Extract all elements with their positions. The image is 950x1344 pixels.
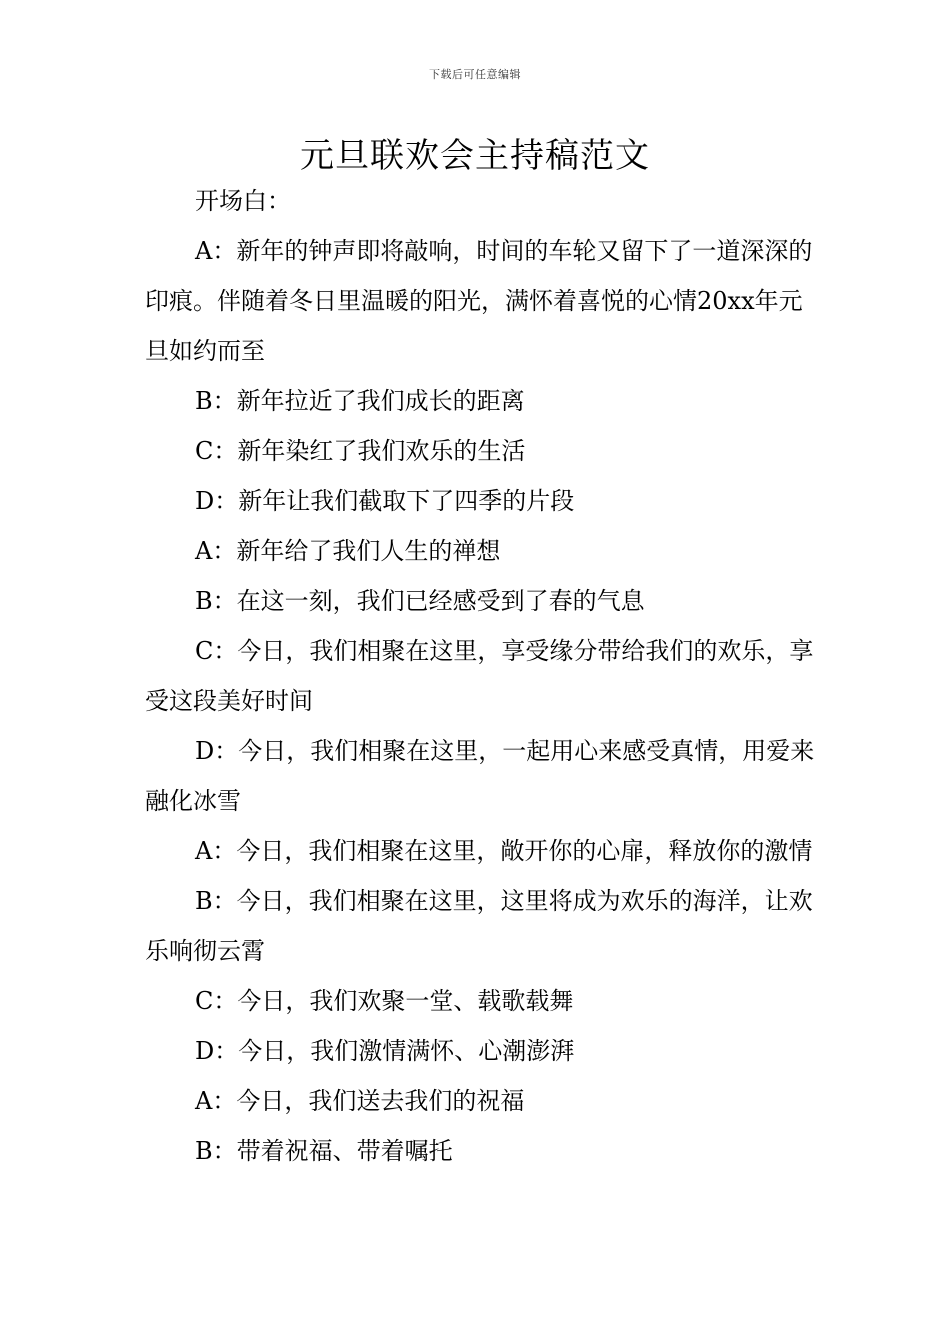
paragraph-opening: 开场白： bbox=[195, 187, 291, 215]
paragraph-c-1: C：新年染红了我们欢乐的生活 bbox=[195, 437, 526, 465]
paragraph-b-4: B：带着祝福、带着嘱托 bbox=[195, 1137, 453, 1165]
paragraph-d-1: D：新年让我们截取下了四季的片段 bbox=[195, 487, 575, 515]
paragraph-b-1: B：新年拉近了我们成长的距离 bbox=[195, 387, 525, 415]
paragraph-a-1: A：新年的钟声即将敲响，时间的车轮又留下了一道深深的印痕。伴随着冬日里温暖的阳光，满怀着喜悦的心情20xx年元旦如约而至 bbox=[145, 237, 813, 365]
paragraph-b-2: B：在这一刻，我们已经感受到了春的气息 bbox=[195, 587, 645, 615]
paragraph-a-4: A：今日，我们送去我们的祝福 bbox=[195, 1087, 525, 1115]
paragraph-d-3: D：今日，我们激情满怀、心潮澎湃 bbox=[195, 1037, 575, 1065]
header-note: 下载后可任意编辑 bbox=[429, 68, 521, 81]
paragraph-d-2: D：今日，我们相聚在这里，一起用心来感受真情，用爱来融化冰雪 bbox=[145, 737, 815, 815]
paragraph-b-3: B：今日，我们相聚在这里，这里将成为欢乐的海洋，让欢乐响彻云霄 bbox=[145, 887, 813, 965]
paragraph-c-3: C：今日，我们欢聚一堂、载歌载舞 bbox=[195, 987, 574, 1015]
paragraph-c-2: C：今日，我们相聚在这里，享受缘分带给我们的欢乐，享受这段美好时间 bbox=[145, 637, 814, 715]
paragraph-a-3: A：今日，我们相聚在这里，敞开你的心扉，释放你的激情 bbox=[195, 837, 813, 865]
document-body bbox=[145, 176, 825, 1176]
paragraph-a-2: A：新年给了我们人生的禅想 bbox=[195, 537, 501, 565]
document-title: 元旦联欢会主持稿范文 bbox=[300, 136, 650, 176]
